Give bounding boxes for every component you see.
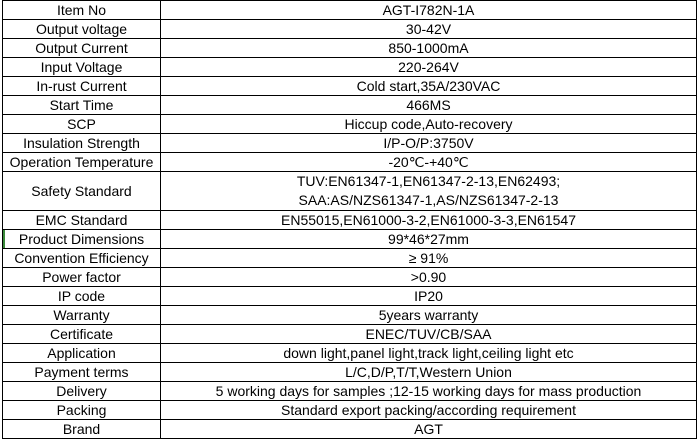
table-row xyxy=(3,134,697,153)
table-row xyxy=(3,401,697,420)
table-row xyxy=(3,344,697,363)
row-value: 5years warranty xyxy=(161,306,697,325)
row-label: Power factor xyxy=(3,268,161,287)
table-row xyxy=(3,287,697,306)
row-label: Input Voltage xyxy=(3,58,161,77)
table-row xyxy=(3,268,697,287)
row-value-line: SAA:AS/NZS61347-1,AS/NZS61347-2-13 xyxy=(298,192,559,208)
row-label: Convention Efficiency xyxy=(3,249,161,268)
row-value: I/P-O/P:3750V xyxy=(161,134,697,153)
row-label: Certificate xyxy=(3,325,161,344)
row-value: Standard export packing/according requirement xyxy=(161,401,697,420)
table-row xyxy=(3,382,697,401)
spec-table xyxy=(2,0,697,439)
row-value: AGT xyxy=(161,420,697,439)
row-value: 466MS xyxy=(161,96,697,115)
table-row xyxy=(3,20,697,39)
table-row xyxy=(3,39,697,58)
row-label: Payment terms xyxy=(3,363,161,382)
table-row xyxy=(3,420,697,439)
table-row xyxy=(3,306,697,325)
row-value: ≥ 91% xyxy=(161,249,697,268)
row-label: Insulation Strength xyxy=(3,134,161,153)
table-row xyxy=(3,230,697,249)
table-row xyxy=(3,363,697,382)
table-row xyxy=(3,58,697,77)
row-label: Delivery xyxy=(3,382,161,401)
row-value: AGT-I782N-1A xyxy=(161,1,697,20)
table-row xyxy=(3,1,697,20)
table-row xyxy=(3,96,697,115)
row-value: 30-42V xyxy=(161,20,697,39)
row-label: EMC Standard xyxy=(3,211,161,230)
row-value: >0.90 xyxy=(161,268,697,287)
row-label: Application xyxy=(3,344,161,363)
row-value: 99*46*27mm xyxy=(161,230,697,249)
table-row xyxy=(3,77,697,96)
row-label: Packing xyxy=(3,401,161,420)
row-value: EN55015,EN61000-3-2,EN61000-3-3,EN61547 xyxy=(161,211,697,230)
row-label: Output Current xyxy=(3,39,161,58)
row-label: Safety Standard xyxy=(3,172,161,211)
row-label: Operation Temperature xyxy=(3,153,161,172)
row-value: down light,panel light,track light,ceiling light etc xyxy=(161,344,697,363)
row-label: Brand xyxy=(3,420,161,439)
row-value: 5 working days for samples ;12-15 working days for mass production xyxy=(161,382,697,401)
table-row xyxy=(3,249,697,268)
row-label: In-rust Current xyxy=(3,77,161,96)
row-value xyxy=(161,172,697,211)
row-label: Output voltage xyxy=(3,20,161,39)
row-value-line: TUV:EN61347-1,EN61347-2-13,EN62493; xyxy=(296,173,561,189)
row-label: Start Time xyxy=(3,96,161,115)
row-value: IP20 xyxy=(161,287,697,306)
table-row xyxy=(3,153,697,172)
row-label: Warranty xyxy=(3,306,161,325)
row-value: -20℃-+40℃ xyxy=(161,153,697,172)
row-value: 850-1000mA xyxy=(161,39,697,58)
table-row xyxy=(3,115,697,134)
row-value: 220-264V xyxy=(161,58,697,77)
row-value: Cold start,35A/230VAC xyxy=(161,77,697,96)
row-value: ENEC/TUV/CB/SAA xyxy=(161,325,697,344)
row-value: L/C,D/P,T/T,Western Union xyxy=(161,363,697,382)
table-row xyxy=(3,325,697,344)
row-value: Hiccup code,Auto-recovery xyxy=(161,115,697,134)
table-row xyxy=(3,172,697,211)
row-label: Product Dimensions xyxy=(3,230,161,249)
table-row xyxy=(3,211,697,230)
row-label: IP code xyxy=(3,287,161,306)
row-label: SCP xyxy=(3,115,161,134)
row-label: Item No xyxy=(3,1,161,20)
